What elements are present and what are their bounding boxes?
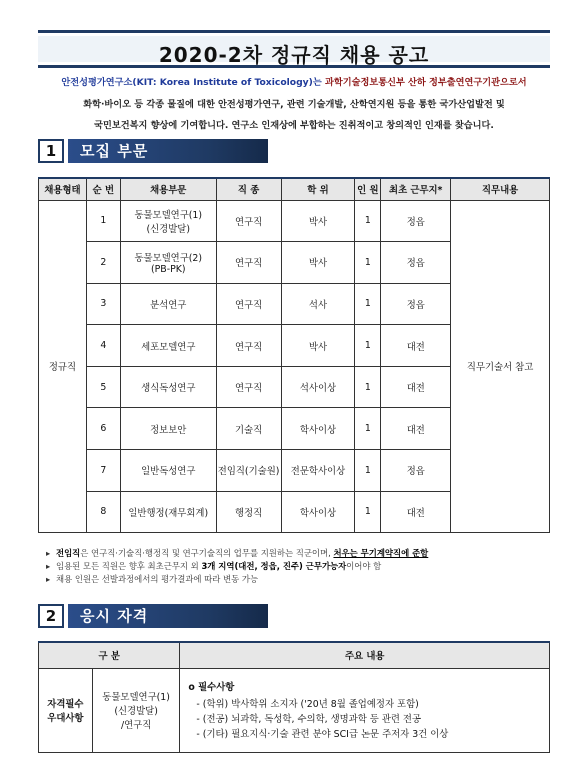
- qualification-details: [180, 668, 550, 752]
- row-number-cell: 1: [86, 200, 120, 242]
- required-item: - (전공) 뇌과학, 독성학, 수의학, 생명과학 등 관련 전공: [196, 713, 422, 725]
- table-header-row: [39, 178, 550, 200]
- field-cell: 일반독성연구: [120, 450, 216, 492]
- employment-type-cell: 정규직: [39, 200, 87, 533]
- column-header: 구 분: [39, 642, 180, 668]
- qualification-table: [38, 641, 550, 753]
- field-cell: 분석연구: [120, 283, 216, 325]
- intro-line-1: [30, 74, 558, 88]
- note-3: [46, 573, 428, 586]
- headcount-cell: 1: [355, 242, 381, 284]
- degree-cell: 학사이상: [281, 491, 355, 533]
- field-cell: 동물모델연구(1) (신경발달): [120, 200, 216, 242]
- headcount-cell: 1: [355, 366, 381, 408]
- headcount-cell: 1: [355, 450, 381, 492]
- headcount-cell: 1: [355, 325, 381, 367]
- column-header: 학 위: [281, 178, 355, 200]
- required-title: o 필수사항: [188, 681, 235, 693]
- bullet-icon: ▸: [46, 574, 51, 584]
- row-number-cell: 8: [86, 491, 120, 533]
- degree-cell: 박사: [281, 200, 355, 242]
- qualification-field: 동물모델연구(1) (신경발달) /연구직: [92, 668, 180, 752]
- note-2-text: 임용된 모든 직원은 향후 최초근무지 외: [56, 561, 199, 571]
- note-2-emphasis: 3개 지역(대전, 정읍, 진주) 근무가능자: [201, 561, 347, 571]
- note-1: [46, 547, 428, 560]
- section-number: 1: [38, 139, 64, 163]
- job-description-cell: 직무기술서 참고: [451, 200, 550, 533]
- intro-line-3: 국민보건복지 향상에 기여합니다. 연구소 인재상에 부합하는 진취적이고 창의적인 인재를 찾습니다.: [94, 120, 494, 131]
- row-number-cell: 5: [86, 366, 120, 408]
- location-cell: 정읍: [381, 283, 451, 325]
- column-header: 직 종: [216, 178, 281, 200]
- note-1-text: 은 연구직·기술직·행정직 및 연구기술직의 업무를 지원하는 직군이며,: [80, 548, 331, 558]
- column-header: 채용부문: [120, 178, 216, 200]
- section-number: 2: [38, 604, 64, 628]
- bullet-icon: ▸: [46, 548, 51, 558]
- note-2-suffix: 이어야 함: [346, 561, 382, 571]
- section-label: 응시 자격: [68, 604, 268, 628]
- bullet-icon: ▸: [46, 561, 51, 571]
- job-type-cell: 연구직: [216, 325, 281, 367]
- row-number-cell: 6: [86, 408, 120, 450]
- qualification-label: 자격필수 우대사항: [39, 668, 93, 752]
- column-header: 인 원: [355, 178, 381, 200]
- location-cell: 정읍: [381, 242, 451, 284]
- degree-cell: 석사이상: [281, 366, 355, 408]
- row-number-cell: 4: [86, 325, 120, 367]
- note-3-text: 채용 인원은 선발과정에서의 평가결과에 따라 변동 가능: [56, 574, 259, 584]
- headcount-cell: 1: [355, 200, 381, 242]
- column-header: 직무내용: [451, 178, 550, 200]
- recruitment-table: [38, 177, 550, 533]
- required-item: - (학위) 박사학위 소지자 ('20년 8월 졸업예정자 포함): [196, 698, 419, 710]
- headcount-cell: 1: [355, 408, 381, 450]
- location-cell: 대전: [381, 366, 451, 408]
- degree-cell: 박사: [281, 242, 355, 284]
- field-cell: 세포모델연구: [120, 325, 216, 367]
- degree-cell: 학사이상: [281, 408, 355, 450]
- column-header: 순 번: [86, 178, 120, 200]
- degree-cell: 박사: [281, 325, 355, 367]
- job-type-cell: 행정직: [216, 491, 281, 533]
- job-type-cell: 연구직: [216, 366, 281, 408]
- field-cell: 생식독성연구: [120, 366, 216, 408]
- title-bar: [38, 30, 550, 68]
- location-cell: 정읍: [381, 200, 451, 242]
- column-header: 주요 내용: [180, 642, 550, 668]
- job-type-cell: 연구직: [216, 200, 281, 242]
- section-heading-recruitment: [38, 139, 268, 165]
- recruitment-notes: [46, 547, 428, 586]
- field-cell: 동물모델연구(2) (PB-PK): [120, 242, 216, 284]
- degree-cell: 전문학사이상: [281, 450, 355, 492]
- intro-line-2: 화학·바이오 등 각종 물질에 대한 안전성평가연구, 관련 기술개발, 산학연지원 등을 통한 국가산업발전 및: [83, 99, 505, 110]
- table-row: [39, 200, 550, 242]
- table-row: [39, 668, 550, 752]
- location-cell: 대전: [381, 408, 451, 450]
- page-title: 2020-2차 정규직 채용 공고: [158, 43, 430, 67]
- section-heading-qualification: [38, 604, 268, 630]
- headcount-cell: 1: [355, 283, 381, 325]
- headcount-cell: 1: [355, 491, 381, 533]
- row-number-cell: 3: [86, 283, 120, 325]
- note-1-emphasis: 처우는 무기계약직에 준함: [333, 548, 429, 558]
- location-cell: 정읍: [381, 450, 451, 492]
- intro-org-name: 안전성평가연구소(KIT: Korea Institute of Toxicology)는: [61, 77, 322, 88]
- column-header: 최초 근무지*: [381, 178, 451, 200]
- note-2: [46, 560, 428, 573]
- field-cell: 정보보안: [120, 408, 216, 450]
- degree-cell: 석사: [281, 283, 355, 325]
- location-cell: 대전: [381, 491, 451, 533]
- column-header: 채용형태: [39, 178, 87, 200]
- location-cell: 대전: [381, 325, 451, 367]
- row-number-cell: 2: [86, 242, 120, 284]
- field-cell: 일반행정(재무회계): [120, 491, 216, 533]
- job-type-cell: 연구직: [216, 283, 281, 325]
- table-header-row: [39, 642, 550, 668]
- required-item: - (기타) 필요지식·기술 관련 분야 SCI급 논문 주저자 3건 이상: [196, 728, 449, 740]
- section-label: 모집 부문: [68, 139, 268, 163]
- note-1-keyword: 전임직: [56, 548, 81, 558]
- job-type-cell: 연구직: [216, 242, 281, 284]
- job-type-cell: 기술직: [216, 408, 281, 450]
- row-number-cell: 7: [86, 450, 120, 492]
- job-type-cell: 전임직(기술원): [216, 450, 281, 492]
- intro-org-affiliation: 과학기술정보통신부 산하 정부출연연구기관으로서: [324, 77, 527, 88]
